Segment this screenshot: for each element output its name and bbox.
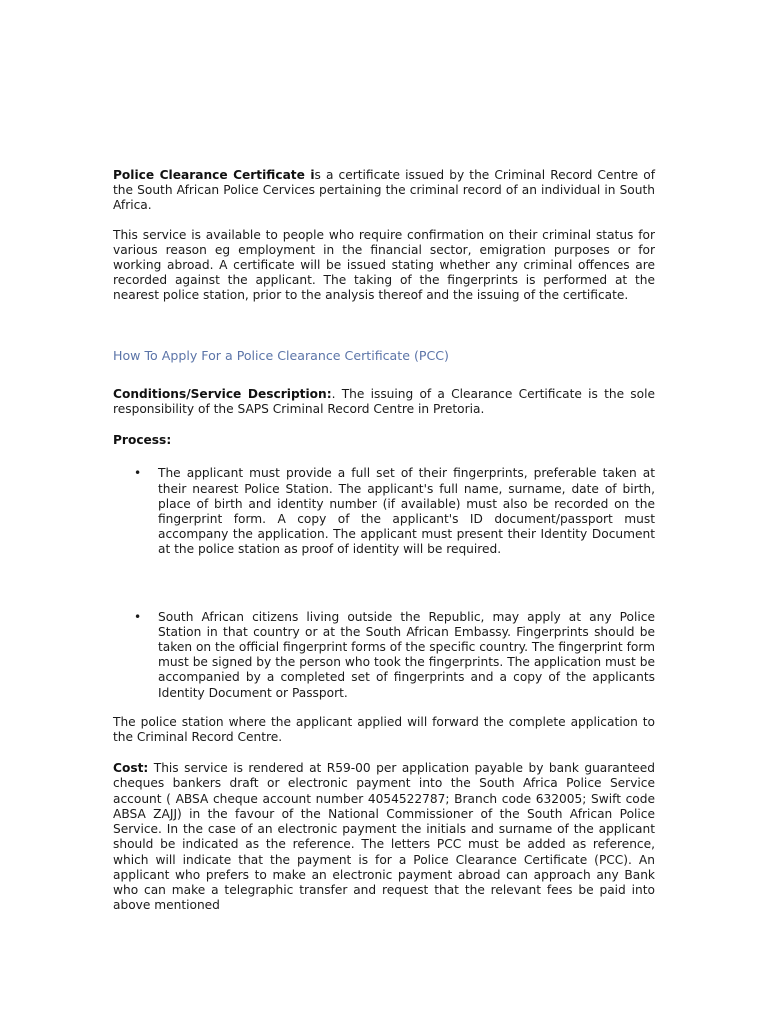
- availability-paragraph: This service is available to people who require confirmation on their criminal status for various reason eg employment in the financial sector, emigration purposes or for working abroad. A certificate will be issued stating whether any criminal offences are recorded against the applicant. The taking of the fingerprints is performed at the nearest police station, prior to the analysis thereof and the issuing of the certificate.: [113, 227, 655, 303]
- process-list: [113, 466, 655, 700]
- process-item-text: South African citizens living outside the Republic, may apply at any Police Station in that country or at the South African Embassy. Fingerprints should be taken on the official fingerprint forms of the specific country. The fingerprint form must be signed by the person who took the fingerprints. The application must be accompanied by a completed set of fingerprints and a copy of the applicants Identity Document or Passport.: [158, 609, 655, 700]
- intro-paragraph: [113, 168, 655, 214]
- forwarding-paragraph: The police station where the applicant applied will forward the complete application to the Criminal Record Centre.: [113, 714, 655, 745]
- list-item: [113, 610, 655, 701]
- bullet-icon: •: [134, 466, 142, 481]
- list-item: [113, 466, 655, 557]
- cost-paragraph: [113, 761, 655, 913]
- intro-definition: s a certificate issued by the Criminal Record Centre of the South African Police Cervices pertaining the criminal record of an individual in South Africa.: [113, 168, 656, 213]
- bullet-icon: •: [134, 609, 142, 624]
- intro-term: Police Clearance Certificate i: [113, 168, 315, 182]
- process-label-paragraph: [113, 433, 655, 448]
- process-label: Process:: [113, 433, 172, 448]
- conditions-paragraph: [113, 387, 655, 417]
- conditions-text: . The issuing of a Clearance Certificate is the sole responsibility of the SAPS Criminal Record Centre in Pretoria.: [113, 386, 655, 417]
- cost-label: Cost:: [113, 761, 149, 776]
- cost-text: This service is rendered at R59-00 per application payable by bank guaranteed cheques bankers draft or electronic payment into the South Africa Police Service account ( ABSA cheque account number 4054522787; Branch code 632005; Swift code ABSA ZAJJ) in the favour of the National Commissioner of the South African Police Service. In the case of an electronic payment the initials and surname of the applicant should be indicated as the reference. The letters PCC must be added as reference, which will indicate that the payment is for a Police Clearance Certificate (PCC). An applicant who prefers to make an electronic payment abroad can approach any Bank who can make a telegraphic transfer and request that the relevant fees be paid into above mentioned: [113, 761, 655, 913]
- document-page: [113, 168, 655, 913]
- conditions-label: Conditions/Service Description:: [113, 386, 332, 401]
- process-item-text: The applicant must provide a full set of their fingerprints, preferable taken at their nearest Police Station. The applicant's full name, surname, date of birth, place of birth and identity number (if available) must also be recorded on the fingerprint form. A copy of the applicant's ID document/passport must accompany the application. The applicant must present their Identity Document at the police station as proof of identity will be required.: [158, 466, 655, 557]
- section-heading: How To Apply For a Police Clearance Certificate (PCC): [113, 347, 449, 363]
